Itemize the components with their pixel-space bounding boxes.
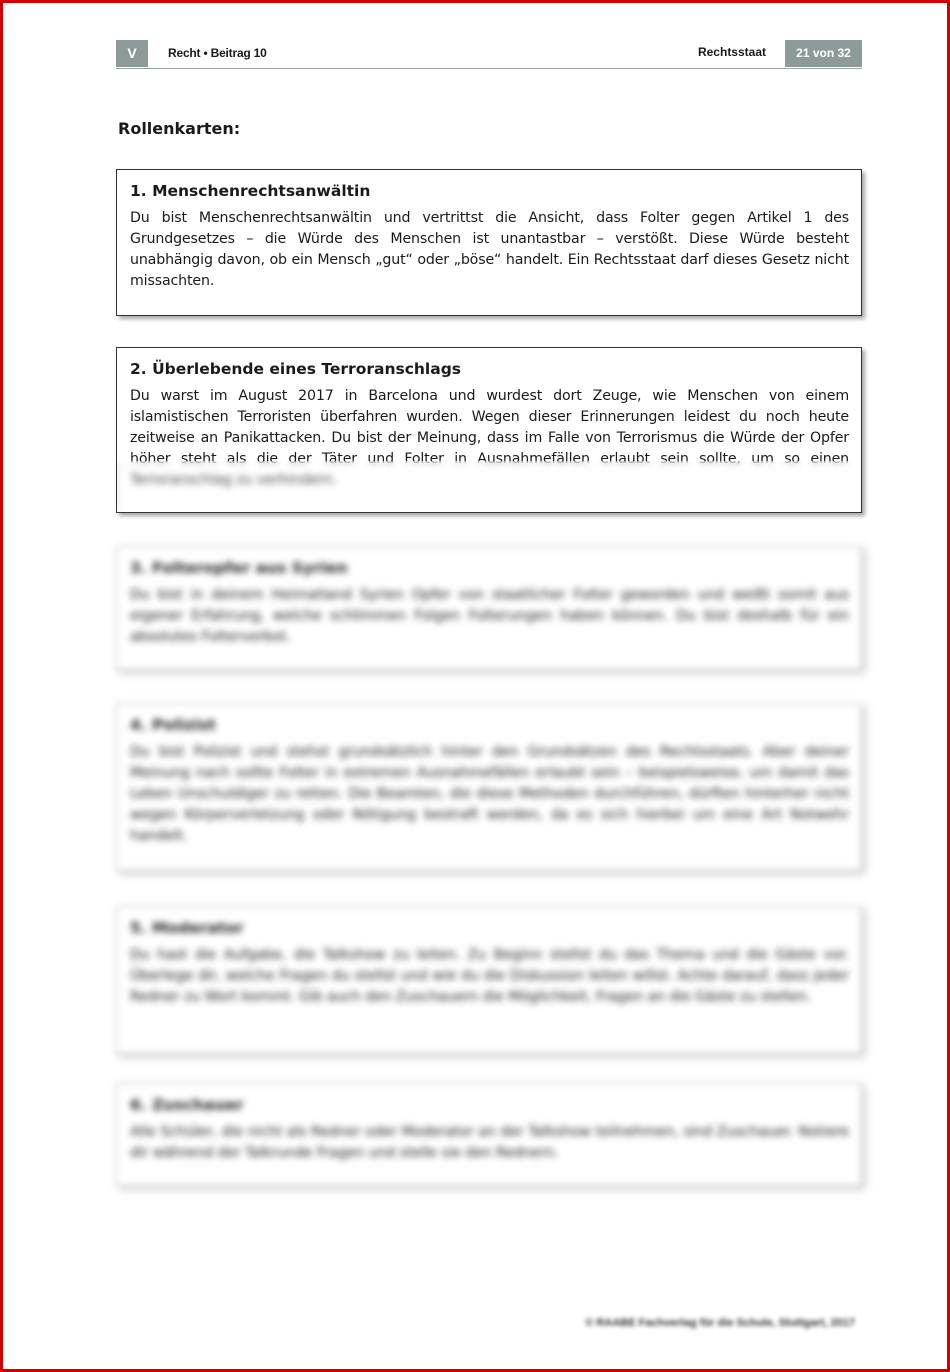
role-card-title: 1. Menschenrechtsanwältin (130, 182, 371, 200)
role-card-title: 5. Moderator (130, 919, 244, 937)
role-card-text: Du hast die Aufgabe, die Talkshow zu leiten. Zu Beginn stellst du das Thema und die Gäste vor. Überlege dir, welche Fragen du stellst und wie du die Diskussion leiten willst. Achte darauf, dass jeder Redner zu Wort kommt. Gib auch den Zuschauern die Möglichkeit, Fragen an die Gäste zu stellen. (130, 947, 849, 1005)
role-card-title: 3. Folteropfer aus Syrien (130, 559, 348, 577)
page-number-badge: 21 von 32 (785, 40, 862, 67)
role-card-text: Du bist in deinem Heimatland Syrien Opfer von staatlicher Folter geworden und weißt somit aus eigener Erfahrung, welche schlimmen Folgen Folterungen haben können. Du bist deshalb für ein absolutes Folterverbot. (130, 587, 849, 645)
role-card-text: Du bist Polizist und stehst grundsätzlich hinter den Grundsätzen des Rechtsstaats. Aber deiner Meinung nach sollte Folter in extremen Ausnahmefällen erlaubt sein – beispielsweise, um damit das Leben Unschuldiger zu retten. Die Beamten, die diese Methoden durchführen, dürften hinterher nicht wegen Körperverletzung oder Nötigung bestraft werden, da es sich hierbei um eine Art Notwehr handelt. (130, 744, 849, 844)
section-title: Rollenkarten: (118, 119, 241, 138)
role-card-4 (116, 703, 862, 871)
role-card-2 (116, 347, 862, 513)
role-card-1 (116, 169, 862, 316)
page-header (116, 40, 862, 69)
role-card-title: 6. Zuschauer (130, 1096, 244, 1114)
copyright-footer: © RAABE Fachverlag für die Schule, Stuttgart, 2017 (585, 1317, 855, 1329)
role-card-6 (116, 1083, 862, 1186)
role-card-title: 4. Polizist (130, 716, 216, 734)
header-topic-title: Rechtsstaat (697, 45, 766, 59)
role-card-text: Du warst im August 2017 in Barcelona und wurdest dort Zeuge, wie Menschen von einem islamistischen Terroristen überfahren wurden. Wegen dieser Erinnerungen leidest du noch heute zeitweise an Panikattacken. Du bist der Meinung, dass im Falle von Terrorismus die Würde der Opfer höher steht als die der Täter und Folter in Ausnahmefällen erlaubt sein sollte, um so einen Terroranschlag zu verhindern. (130, 388, 849, 488)
blur-overlay (117, 461, 861, 512)
role-card-3 (116, 546, 862, 670)
publisher-badge: V (116, 40, 148, 67)
role-card-text: Du bist Menschenrechtsanwältin und vertrittst die Ansicht, dass Folter gegen Artikel 1 des Grundgesetzes – die Würde des Menschen ist unantastbar – verstößt. Diese Würde besteht unabhängig davon, ob ein Mensch „gut“ oder „böse“ handelt. Ein Rechtsstaat darf dieses Gesetz nicht missachten. (130, 210, 849, 289)
role-card-5 (116, 906, 862, 1054)
role-card-text: Alle Schüler, die nicht als Redner oder Moderator an der Talkshow teilnehmen, sind Zuschauer. Notiere dir während der Talkrunde Fragen und stelle sie den Rednern. (130, 1124, 849, 1161)
header-series-title: Recht • Beitrag 10 (168, 46, 267, 60)
role-card-title: 2. Überlebende eines Terroranschlags (130, 360, 462, 378)
